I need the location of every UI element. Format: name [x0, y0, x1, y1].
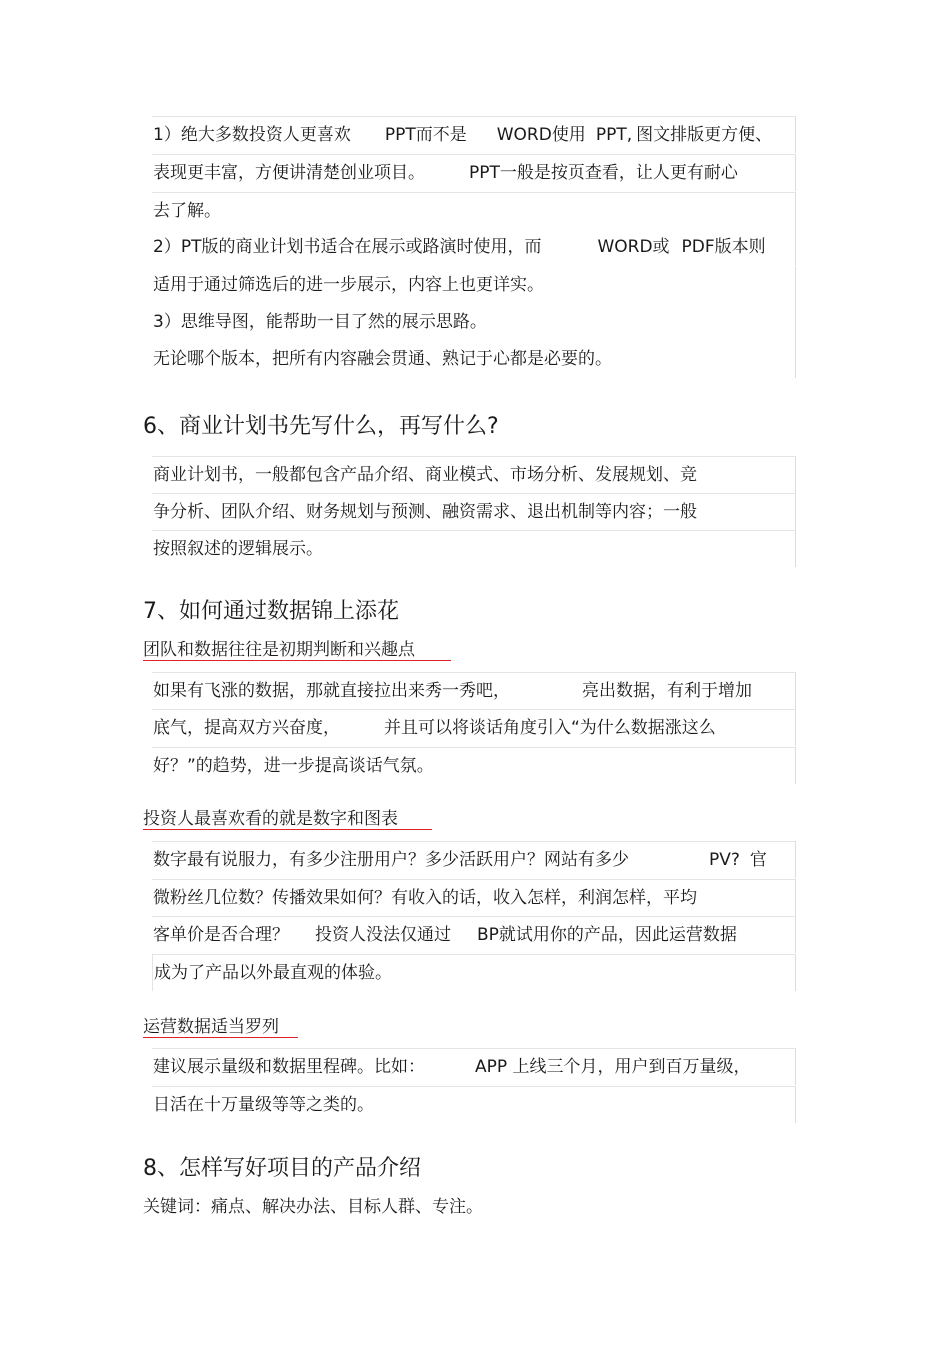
text-fragment: 去了解。 — [153, 201, 221, 221]
text-fragment: 底气，提高双方兴奋度， — [153, 718, 340, 738]
text-fragment: WORD — [597, 237, 653, 257]
red-underline — [143, 1037, 298, 1038]
section-heading: 6、商业计划书先写什么，再写什么? — [143, 414, 499, 439]
section-heading: 7、如何通过数据锦上添花 — [143, 599, 399, 624]
text-fragment: PPT而不是 — [384, 125, 467, 145]
text-fragment: 日活在十万量级等等之类的。 — [153, 1095, 374, 1115]
section-heading: 8、怎样写好项目的产品介绍 — [143, 1156, 421, 1181]
text-fragment: APP 上线三个月，用户到百万量级， — [475, 1057, 751, 1077]
text-fragment: 争分析、团队介绍、财务规划与预测、融资需求、退出机制等内容；一般 — [153, 502, 697, 522]
text-fragment: 2）PT版的商业计划书适合在展示或路演时使用，而 — [153, 237, 542, 257]
text-line — [152, 341, 796, 378]
text-line — [152, 530, 796, 567]
text-line — [152, 879, 796, 916]
text-fragment: 亮出数据，有利于增加 — [582, 681, 752, 701]
text-fragment: WORD — [496, 125, 552, 145]
red-underline — [143, 829, 432, 830]
text-line — [152, 229, 796, 266]
text-fragment: 数字最有说服力，有多少注册用户？多少活跃用户？网站有多少 — [153, 850, 629, 870]
subsection-title: 运营数据适当罗列 — [143, 1017, 279, 1037]
text-fragment: BP就试用你的产品，因此运营数据 — [477, 925, 737, 945]
text-line — [152, 116, 796, 153]
text-fragment: PPT, — [595, 125, 633, 145]
text-fragment: 或 — [652, 237, 670, 257]
text-fragment: 好？”的趋势，进一步提高谈话气氛。 — [153, 756, 434, 776]
text-line — [152, 304, 796, 341]
text-fragment: 如果有飞涨的数据，那就直接拉出来秀一秀吧， — [153, 681, 510, 701]
text-fragment: 3）思维导图，能帮助一目了然的展示思路。 — [153, 312, 487, 332]
text-line — [152, 672, 796, 709]
text-fragment: 按照叙述的逻辑展示。 — [153, 539, 323, 559]
text-line — [152, 841, 796, 878]
text-fragment: 微粉丝几位数？传播效果如何？有收入的话，收入怎样，利润怎样，平均 — [153, 888, 697, 908]
text-line — [152, 916, 796, 953]
text-fragment: 图文排版更方便、 — [636, 125, 773, 145]
text-line — [152, 747, 796, 784]
text-fragment: 建议展示量级和数据里程碑。比如： — [153, 1057, 425, 1077]
text-fragment: 无论哪个版本，把所有内容融会贯通、熟记于心都是必要的。 — [153, 349, 612, 369]
text-line — [152, 456, 796, 493]
text-line — [152, 1086, 796, 1123]
subsection-title: 团队和数据往往是初期判断和兴趣点 — [143, 640, 415, 660]
text-fragment: 成为了产品以外最直观的体验。 — [154, 963, 392, 983]
subsection-title: 投资人最喜欢看的就是数字和图表 — [143, 809, 398, 829]
text-fragment: 商业计划书，一般都包含产品介绍、商业模式、市场分析、发展规划、竞 — [153, 465, 697, 485]
text-line — [152, 154, 796, 191]
text-fragment: 使用 — [551, 125, 586, 145]
text-line — [152, 493, 796, 530]
text-fragment: 投资人没法仅通过 — [315, 925, 451, 945]
text-line — [152, 192, 796, 229]
red-underline — [143, 660, 451, 661]
text-line — [152, 954, 796, 991]
text-fragment: PPT一般是按页查看，让人更有耐心 — [469, 163, 738, 183]
text-fragment: 表现更丰富，方便讲清楚创业项目。 — [153, 163, 425, 183]
text-fragment: 1）绝大多数投资人更喜欢 — [153, 125, 351, 145]
keywords-text: 关键词：痛点、解决办法、目标人群、专注。 — [143, 1197, 483, 1217]
text-line — [152, 1048, 796, 1085]
text-fragment: 并且可以将谈话角度引入“为什么数据涨这么 — [384, 718, 716, 738]
text-line — [152, 709, 796, 746]
text-fragment: 官 — [749, 850, 767, 870]
text-line — [152, 267, 796, 304]
text-fragment: 适用于通过筛选后的进一步展示，内容上也更详实。 — [153, 275, 544, 295]
text-fragment: PV? — [709, 850, 740, 870]
text-fragment: 客单价是否合理？ — [153, 925, 289, 945]
text-fragment: PDF版本则 — [681, 237, 766, 257]
